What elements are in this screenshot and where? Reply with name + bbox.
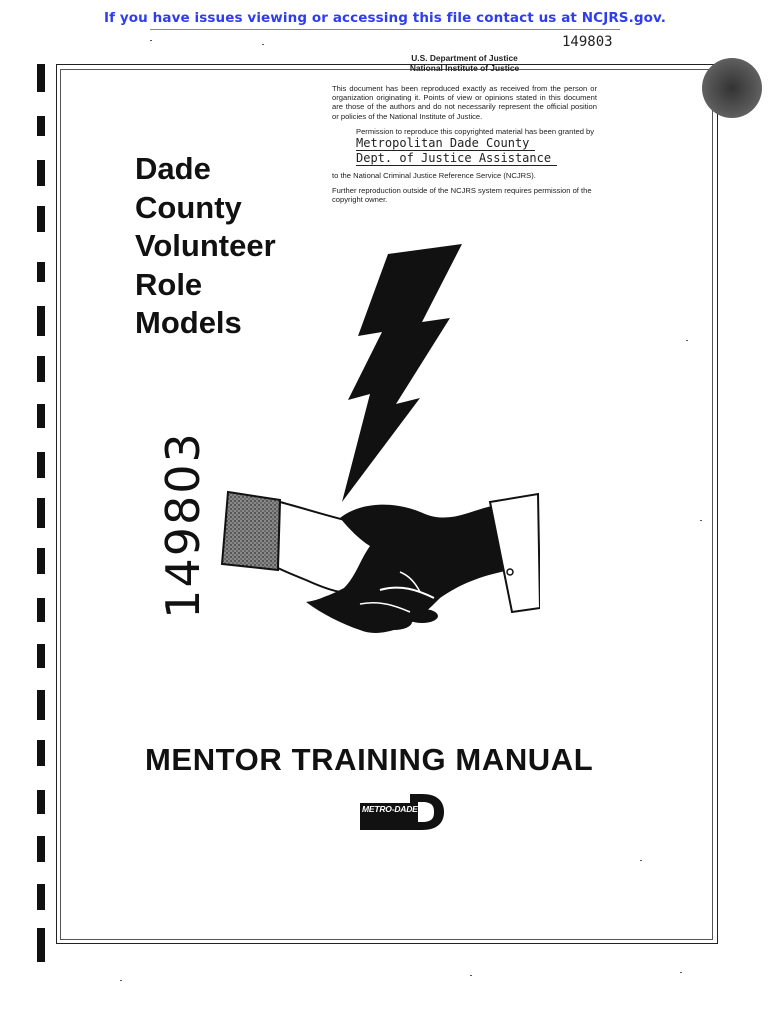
title-line: Role [135,266,203,302]
department-name: U.S. Department of Justice [411,53,518,63]
ncjrs-contact-link[interactable]: If you have issues viewing or accessing this file contact us at NCJRS.gov. [103,10,667,26]
binder-hole [37,790,45,814]
scan-speck [680,972,682,973]
title-line: Models [135,305,242,340]
title-line: Volunteer [135,228,276,263]
scan-speck [262,44,264,45]
binder-hole [37,884,45,910]
grantee-line-1: Metropolitan Dade County [356,136,535,151]
metro-dade-logo-text: METRO-DADE [362,804,418,814]
scan-speck [150,40,152,41]
institute-name: National Institute of Justice [409,63,520,73]
binder-hole [37,598,45,622]
binder-hole [37,836,45,862]
vertical-document-number: 149803 [156,431,210,619]
cover-title [135,150,276,343]
scan-speck [470,975,472,976]
binder-hole [37,644,45,668]
binder-hole [37,690,45,720]
handshake-illustration [210,480,540,640]
scan-speck [686,340,688,341]
scan-speck [120,980,122,981]
binder-hole [37,262,45,282]
manual-title: MENTOR TRAINING MANUAL [145,742,594,777]
binder-hole [37,548,45,574]
title-line: Dade [135,151,211,186]
permission-statement: Permission to reproduce this copyrighted material has been granted by [356,126,595,136]
stamp-seal [702,58,762,118]
scan-speck [640,860,642,861]
binder-hole [37,160,45,186]
binder-hole [37,740,45,766]
binder-hole [37,356,45,382]
binder-hole [37,404,45,428]
grantee-line-2: Dept. of Justice Assistance [356,151,557,166]
banner-underline [150,29,620,30]
copyright-notice [332,53,597,205]
binder-hole [37,116,45,136]
document-number: 149803 [562,34,613,50]
binder-hole [37,928,45,962]
binder-hole [37,206,45,232]
binder-hole [37,64,45,92]
reproduction-statement: This document has been reproduced exactly as received from the person or organization originating it. Points of view or opinions stated in this document are those of the authors and do not necessarily represent the official position or policies of the National Institute of Justice. [332,84,597,121]
ncjrs-statement: to the National Criminal Justice Reference Service (NCJRS). [332,171,536,181]
scan-speck [700,520,702,521]
binder-hole [37,306,45,336]
further-reproduction-statement: Further reproduction outside of the NCJRS system requires permission of the copyright owner. [332,186,592,205]
title-line: County [135,189,242,225]
binder-hole [37,498,45,528]
lightning-bolt-icon [330,244,480,504]
binder-hole [37,452,45,478]
